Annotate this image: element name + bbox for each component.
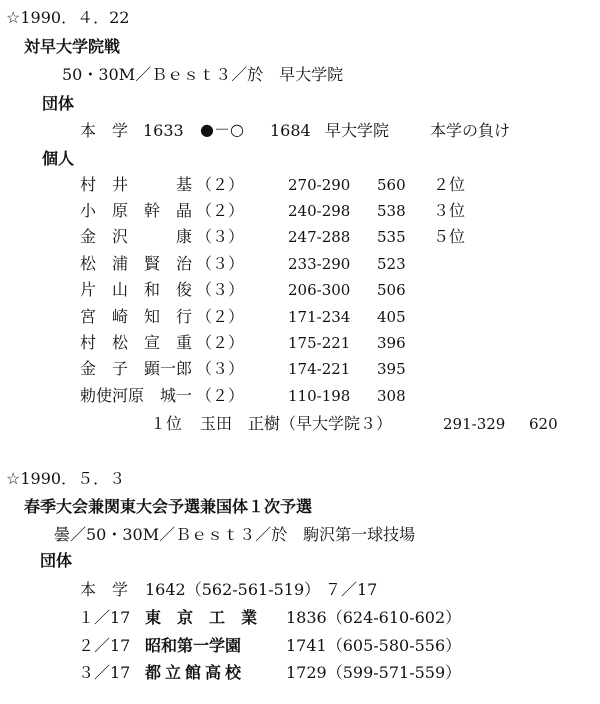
individual-rank: ２位	[433, 175, 466, 194]
individual-name: 村 松 宣 重	[80, 333, 193, 352]
individual-grade: （２）	[196, 175, 245, 194]
individual-grade: （２）	[196, 201, 245, 220]
individual-scores: 171-234	[288, 308, 351, 326]
match2-date: ☆1990．５．３	[6, 469, 126, 488]
first-place-name: 玉田 正樹（早大学院３）	[200, 414, 393, 433]
individual-total: 396	[377, 334, 406, 352]
individual-grade: （３）	[196, 254, 245, 273]
match1-date: ☆1990．４．22	[6, 8, 130, 27]
individual-name: 村 井 基	[80, 175, 193, 194]
individual-scores: 206-300	[288, 281, 351, 299]
match1-title: 対早大学院戦	[24, 37, 121, 56]
individual-grade: （３）	[196, 359, 245, 378]
individual-scores: 270-290	[288, 176, 351, 194]
first-place-scores: 291-329	[443, 415, 506, 433]
individual-total: 535	[377, 228, 406, 246]
individual-scores: 175-221	[288, 334, 351, 352]
individual-name: 小 原 幹 晶	[80, 201, 193, 220]
individual-grade: （３）	[196, 280, 245, 299]
individual-total: 538	[377, 202, 406, 220]
match2-conditions: 曇／50・30M／Ｂｅｓｔ３／於 駒沢第一球技場	[54, 525, 416, 544]
individual-total: 395	[377, 360, 406, 378]
individual-scores: 110-198	[288, 387, 351, 405]
match1-individual-label: 個人	[42, 149, 75, 168]
individual-total: 506	[377, 281, 406, 299]
first-place-total: 620	[529, 415, 558, 433]
result-team: 都立館高校	[145, 663, 246, 682]
individual-grade: （２）	[196, 333, 245, 352]
result-team: 昭和第一学園	[145, 636, 242, 655]
result-score: 1836（624-610-602）	[286, 608, 462, 627]
result-place: ２／17	[78, 636, 131, 655]
result-team: 東 京 工 業	[145, 608, 258, 627]
individual-name: 金 子 顕一郎	[80, 359, 193, 378]
individual-name: 宮 崎 知 行	[80, 307, 193, 326]
team-result-note: 本学の負け	[430, 121, 511, 140]
team-home-score: 1633	[143, 121, 184, 140]
individual-name: 松 浦 賢 治	[80, 254, 193, 273]
team-home: 本 学	[80, 121, 129, 140]
individual-rank: ５位	[433, 227, 466, 246]
team-away: 早大学院	[325, 121, 390, 140]
individual-total: 523	[377, 255, 406, 273]
first-place-label: １位	[150, 414, 183, 433]
individual-scores: 174-221	[288, 360, 351, 378]
win-loss-marks: ●－○	[200, 120, 244, 139]
result-score: 1741（605-580-556）	[286, 636, 462, 655]
individual-total: 308	[377, 387, 406, 405]
individual-total: 560	[377, 176, 406, 194]
result-rank: ７／17	[325, 580, 378, 599]
individual-scores: 233-290	[288, 255, 351, 273]
individual-grade: （２）	[196, 386, 245, 405]
result-place: 本 学	[80, 580, 129, 599]
match2-title: 春季大会兼関東大会予選兼国体１次予選	[24, 497, 313, 516]
result-place: ３／17	[78, 663, 131, 682]
individual-name: 勅使河原 城一	[80, 386, 193, 405]
individual-total: 405	[377, 308, 406, 326]
individual-name: 金 沢 康	[80, 227, 193, 246]
result-place: １／17	[78, 608, 131, 627]
result-score: 1642（562-561-519）	[145, 580, 321, 599]
match1-team-label: 団体	[42, 94, 75, 113]
individual-scores: 247-288	[288, 228, 351, 246]
result-score: 1729（599-571-559）	[286, 663, 462, 682]
individual-grade: （２）	[196, 307, 245, 326]
individual-name: 片 山 和 俊	[80, 280, 193, 299]
match2-team-label: 団体	[40, 551, 73, 570]
individual-rank: ３位	[433, 201, 466, 220]
individual-scores: 240-298	[288, 202, 351, 220]
individual-grade: （３）	[196, 227, 245, 246]
team-away-score: 1684	[270, 121, 311, 140]
match1-conditions: 50・30M／Ｂｅｓｔ３／於 早大学院	[62, 65, 344, 84]
